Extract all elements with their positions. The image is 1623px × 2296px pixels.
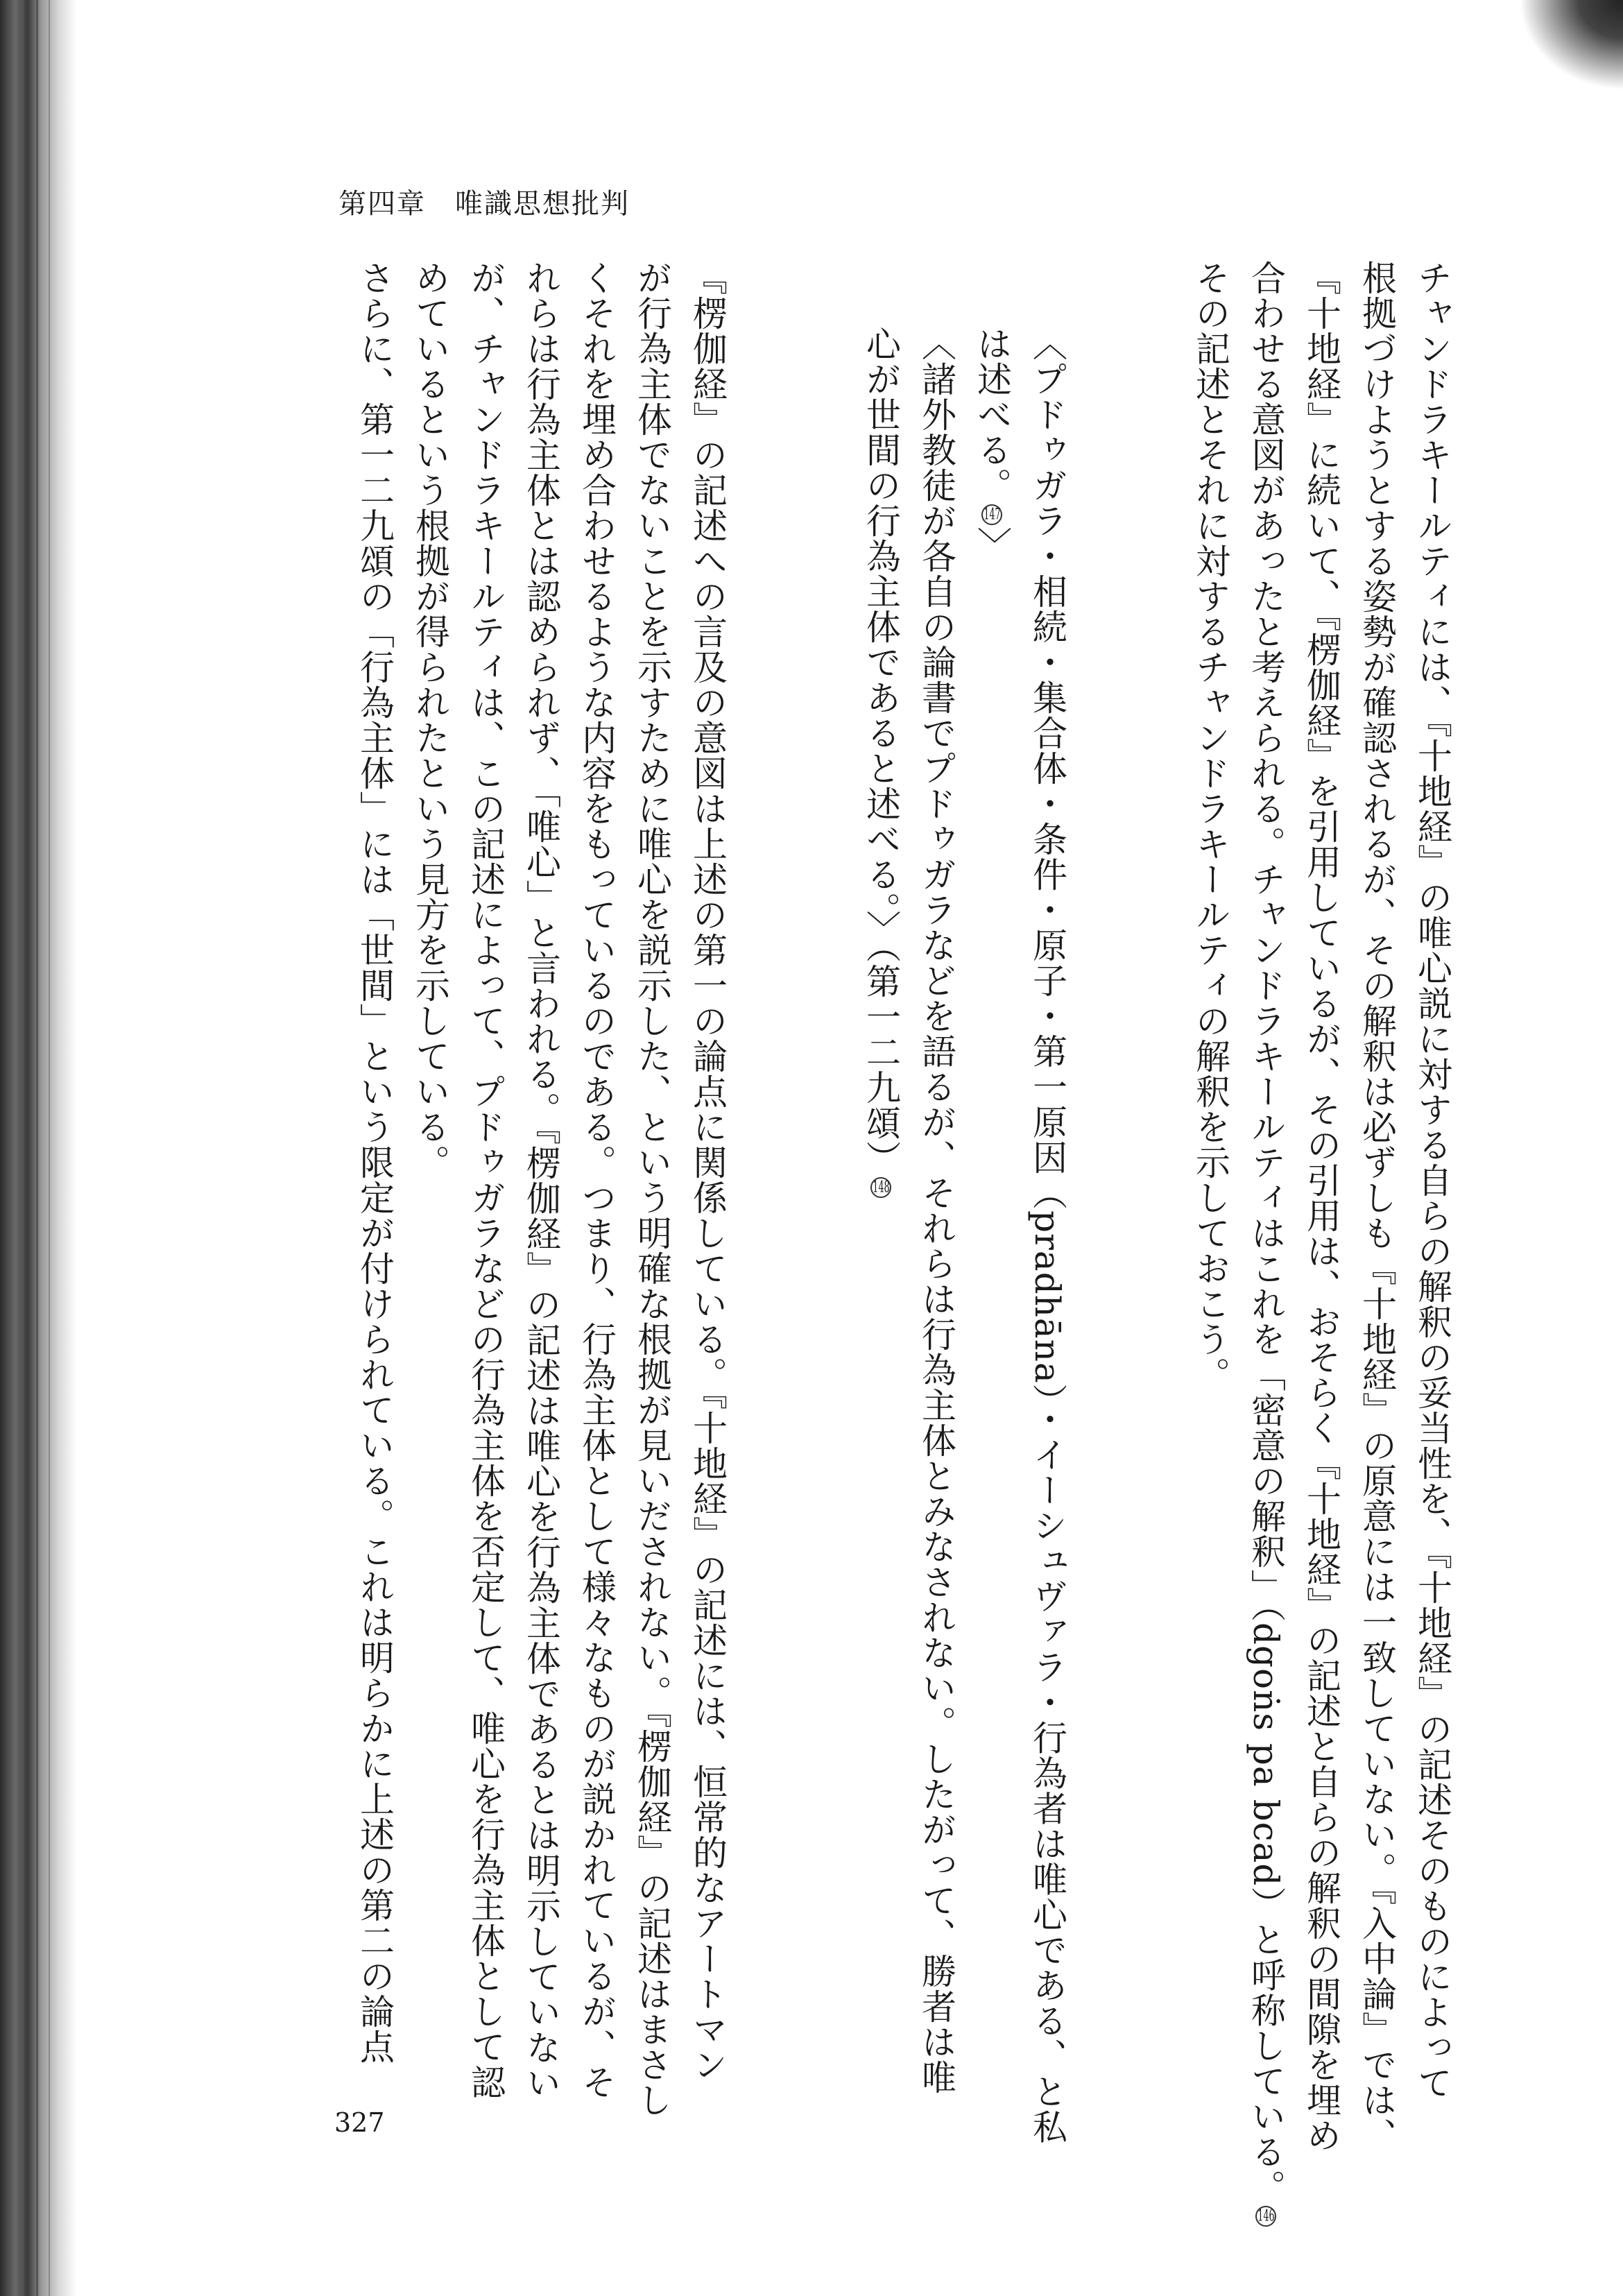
scan-spine-shadow xyxy=(0,0,76,2296)
quote-line: 〈プドゥガラ・相続・集合体・条件・原子・第一原因（pradhāna）・イーシュヴァラ・行為者は唯心である、と私 xyxy=(1027,326,1067,2145)
running-head: 第四章 唯識思想批判 xyxy=(338,188,630,220)
text-line: 『楞伽経』の記述への言及の意図は上述の第一の論点に関係している。『十地経』の記述には、恒常的なアートマン xyxy=(687,260,728,2082)
quote-close: 〉 xyxy=(972,526,1012,562)
scan-spine-line xyxy=(49,0,50,2296)
text-line: れらは行為主体とは認められず、「唯心」と言われる。『楞伽経』の記述は唯心を行為主体であるとは明示していない xyxy=(521,260,561,2100)
footnote-marker-146: 146 xyxy=(1255,2206,1276,2227)
quote-line: 〈諸外教徒が各自の論書でプドゥガラなどを語るが、それらは行為主体とみなされない。したがって、勝者は唯 xyxy=(916,326,956,2095)
footnote-marker-148: 148 xyxy=(870,1177,891,1198)
text-line: めているという根拠が得られたという見方を示している。 xyxy=(410,260,450,1180)
paragraph-block-c xyxy=(333,260,735,2118)
footnote-marker-147: 147 xyxy=(981,504,1002,525)
quote-line: は述べる。 xyxy=(972,326,1012,503)
text-line: くそれを埋め合わせるような内容をもっているのである。つまり、行為主体として様々なものが説かれているが、そ xyxy=(576,260,617,2100)
text-line: その記述とそれに対するチャンドラキールティの解釈を示しておこう。 xyxy=(1190,260,1230,1392)
text-line: 合わせる意図があったと考えられる。チャンドラキールティはこれを「密意の解釈」（dgoṅs pa bcad）と呼称している。 xyxy=(1246,260,1286,2205)
scan-spine-line xyxy=(36,0,38,2296)
text-line: さらに、第一二九頌の「行為主体」には「世間」という限定が付けられている。これは明らかに上述の第二の論点 xyxy=(354,260,395,2064)
text-line: チャンドラキールティには、『十地経』の唯心説に対する自らの解釈の妥当性を、『十地経』の記述そのものによって xyxy=(1412,260,1452,2100)
quotation-block xyxy=(853,326,1075,2145)
quote-line: 心が世間の行為主体であると述べる。〉（第一二九頌） xyxy=(861,326,901,1176)
scan-corner-shadow xyxy=(1519,0,1623,90)
paragraph-block-a xyxy=(1141,260,1460,2225)
quote-line-with-note xyxy=(964,326,1020,2095)
text-line: が行為主体でないことを示すために唯心を説示した、という明確な根拠が見いだされない。『楞伽経』の記述はまさし xyxy=(632,260,672,2118)
text-line: 根拠づけようとする姿勢が確認されるが、その解釈は必ずしも『十地経』の原意には一致していない。『入中論』では、 xyxy=(1357,260,1397,2153)
text-line: 『十地経』に続いて、『楞伽経』を引用しているが、その引用は、おそらく『十地経』の記述と自らの解釈の間隙を埋め xyxy=(1301,260,1341,2153)
scan-spine-line xyxy=(21,0,24,2296)
quote-line-with-note xyxy=(853,326,909,2095)
page-number: 327 xyxy=(334,2107,385,2138)
text-line-with-note xyxy=(1238,260,1294,2225)
text-line: が、チャンドラキールティは、この記述によって、プドゥガラなどの行為主体を否定して、唯心を行為主体として認 xyxy=(465,260,506,2100)
